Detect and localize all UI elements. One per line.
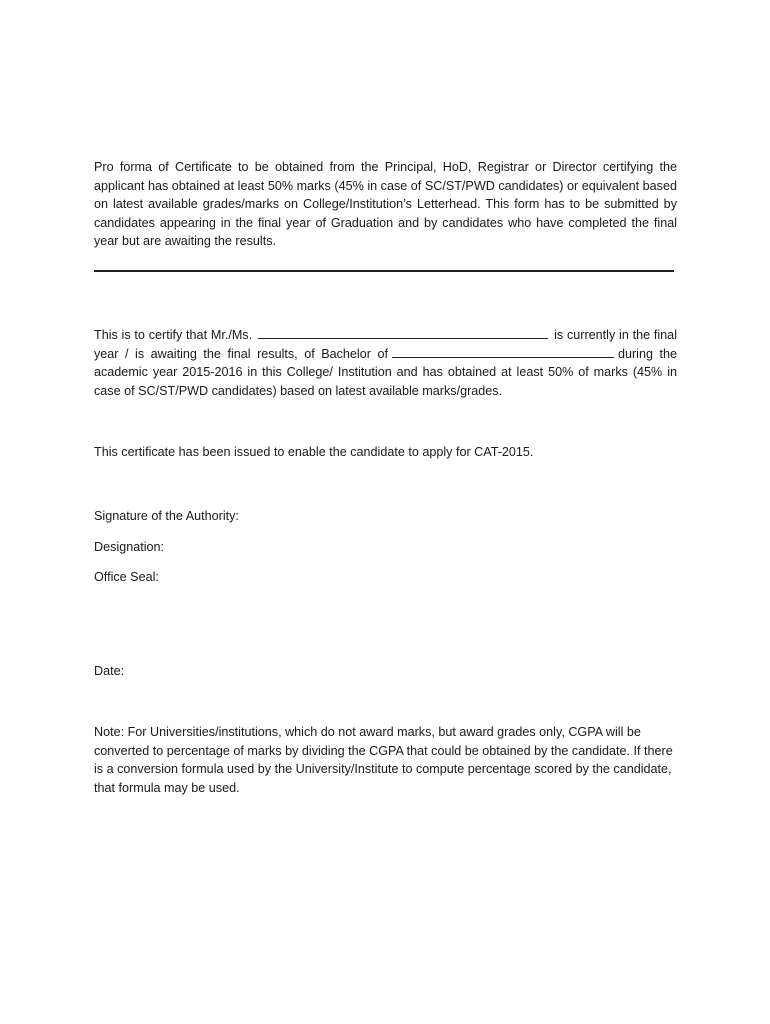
certify-text-part1: This is to certify that Mr./Ms. bbox=[94, 328, 253, 342]
intro-paragraph: Pro forma of Certificate to be obtained from the Principal, HoD, Registrar or Director certifying the applicant has obtained at least 50% marks (45% in case of SC/ST/PWD candidates) or equivalent based on latest available grades/marks on College/Institution’s Letterhead. This form has to be submitted by candidates appearing in the final year of Graduation and by candidates who have completed the final year but are awaiting the results. bbox=[94, 160, 677, 249]
degree-name-blank[interactable] bbox=[392, 345, 614, 358]
date-label: Date: bbox=[94, 664, 125, 678]
certify-paragraph bbox=[94, 326, 677, 400]
certify-text-part2: is currently in the final year / is awaiting the final results, of Bachelor of bbox=[94, 328, 677, 361]
certify-text-part3: during the academic year 2015-2016 in this College/ Institution and has obtained at least 50% of marks (45% in case of SC/ST/PWD candidates) based on latest available marks/grades. bbox=[94, 346, 678, 398]
horizontal-divider bbox=[94, 270, 674, 272]
candidate-name-blank[interactable] bbox=[258, 326, 548, 339]
note-paragraph: Note: For Universities/institutions, which do not award marks, but award grades only, CGPA will be converted to percentage of marks by dividing the CGPA that could be obtained by the candidate. If there is a conversion formula used by the University/Institute to compute percentage scored by the candidate, that formula may be used. bbox=[94, 725, 673, 795]
office-seal-label: Office Seal: bbox=[94, 570, 159, 584]
signature-label: Signature of the Authority: bbox=[94, 509, 239, 523]
issued-paragraph: This certificate has been issued to enable the candidate to apply for CAT-2015. bbox=[94, 445, 534, 459]
designation-label: Designation: bbox=[94, 540, 165, 554]
